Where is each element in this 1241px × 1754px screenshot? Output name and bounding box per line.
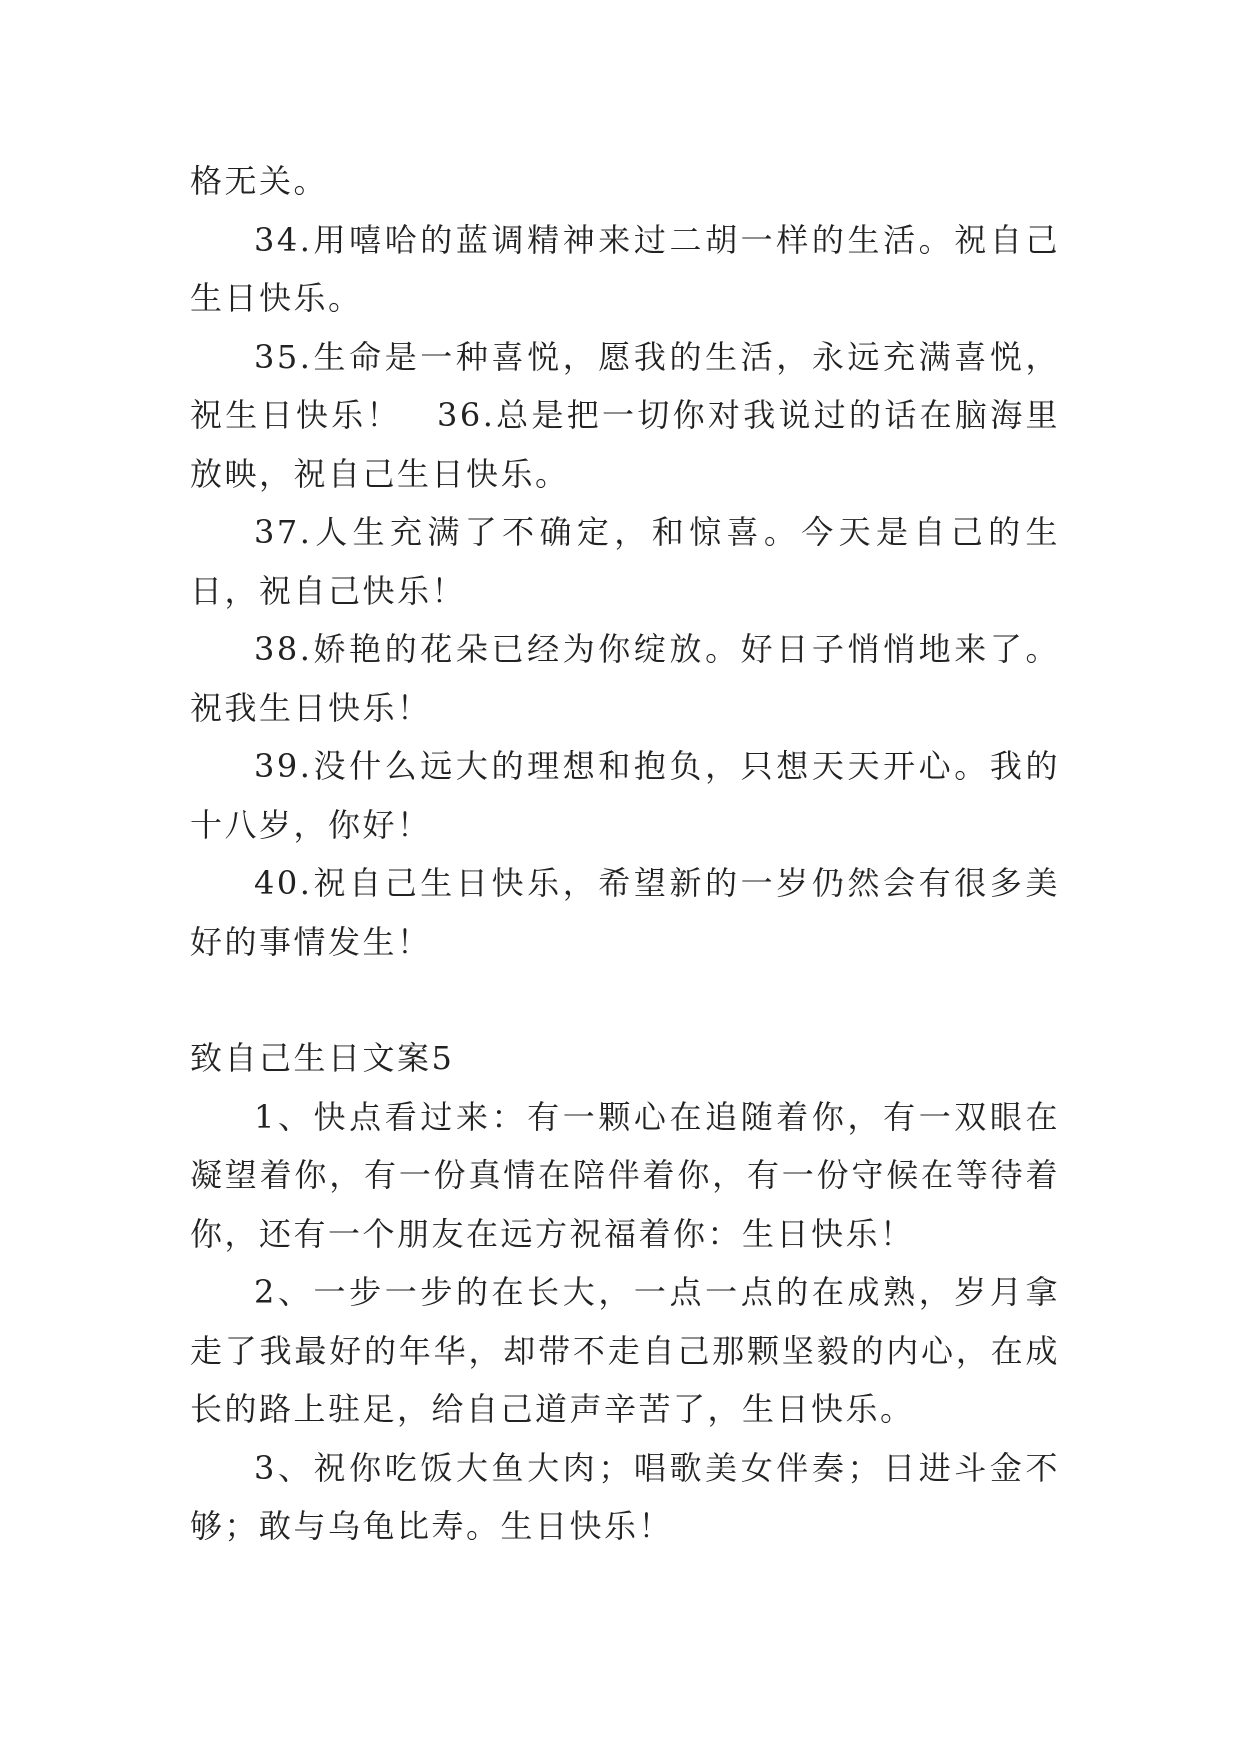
section-heading: 致自己生日文案5 (190, 1039, 455, 1077)
list-item: 3、祝你吃饭大鱼大肉；唱歌美女伴奏；日进斗金不够；敢与乌龟比寿。生日快乐！ (190, 1448, 1060, 1545)
list-item: 34.用嘻哈的蓝调精神来过二胡一样的生活。祝自己生日快乐。 (190, 220, 1060, 317)
list-item: 38.娇艳的花朵已经为你绽放。好日子悄悄地来了。祝我生日快乐！ (190, 630, 1060, 727)
continuation-text: 格无关。 (190, 162, 329, 200)
list-item: 40.祝自己生日快乐，希望新的一岁仍然会有很多美好的事情发生！ (190, 864, 1060, 961)
document-body (190, 152, 1060, 1556)
list-item: 35.生命是一种喜悦，愿我的生活，永远充满喜悦，祝生日快乐！ 36.总是把一切你对我说过的话在脑海里放映，祝自己生日快乐。 (190, 337, 1060, 493)
list-item: 37.人生充满了不确定，和惊喜。今天是自己的生日，祝自己快乐！ (190, 513, 1060, 610)
list-item: 1、快点看过来：有一颗心在追随着你，有一双眼在凝望着你，有一份真情在陪伴着你，有一份守候在等待着你，还有一个朋友在远方祝福着你：生日快乐！ (190, 1097, 1060, 1253)
list-item: 2、一步一步的在长大，一点一点的在成熟，岁月拿走了我最好的年华，却带不走自己那颗坚毅的内心，在成长的路上驻足，给自己道声辛苦了，生日快乐。 (190, 1273, 1060, 1428)
list-item: 39.没什么远大的理想和抱负，只想天天开心。我的十八岁，你好！ (190, 747, 1060, 844)
